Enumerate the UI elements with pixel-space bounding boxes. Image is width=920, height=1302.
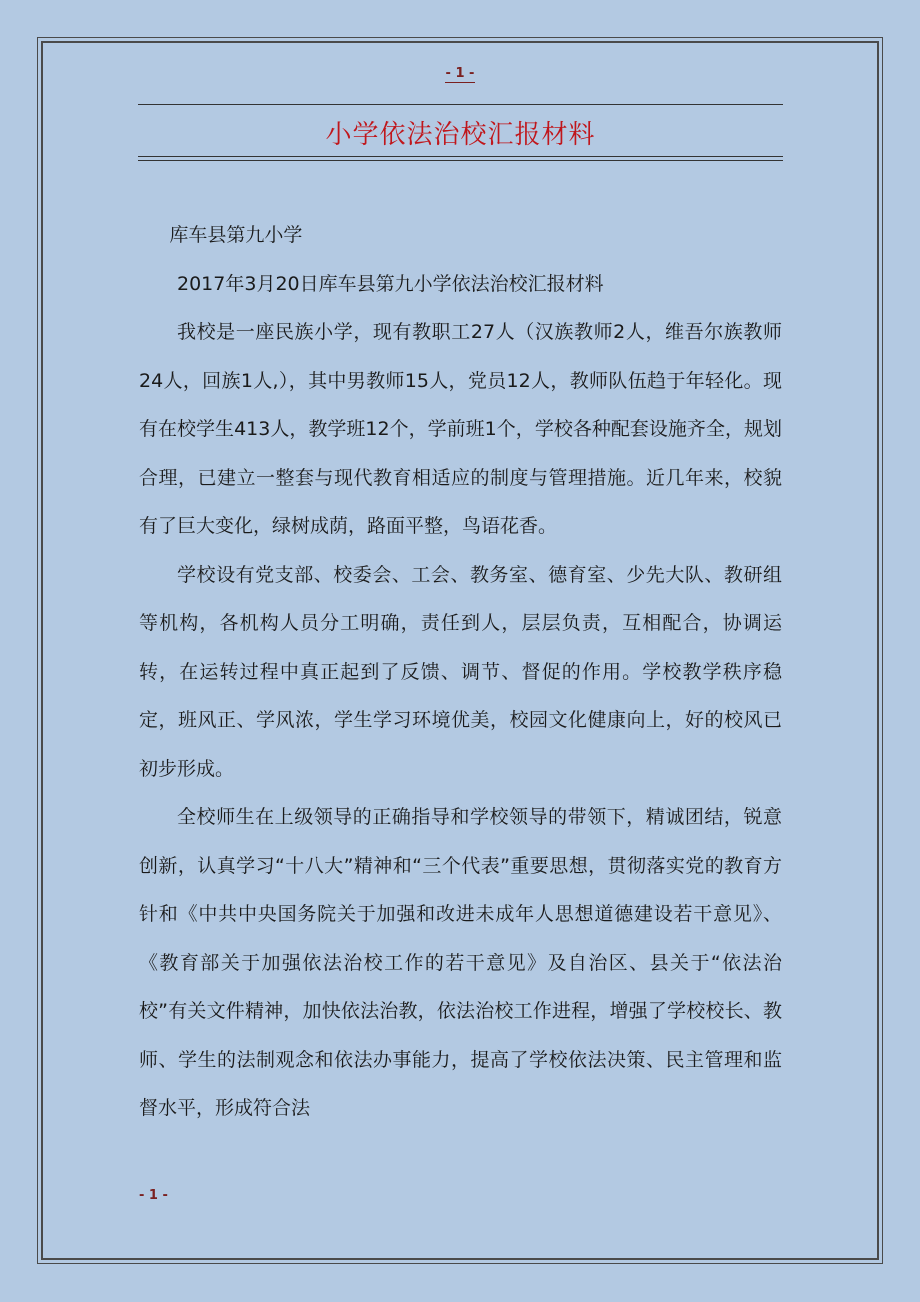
header-page-number: - 1 - (445, 66, 475, 81)
paragraph-organization: 学校设有党支部、校委会、工会、教务室、德育室、少先大队、教研组等机构，各机构人员分工明确，责任到人，层层负责，互相配合，协调运转，在运转过程中真正起到了反馈、调节、督促的作用。学校教学秩序稳定，班风正、学风浓，学生学习环境优美，校园文化健康向上，好的校风已初步形成。 (139, 563, 782, 780)
document-title: 小学依法治校汇报材料 (325, 120, 596, 150)
document-body (139, 211, 782, 1133)
footer-page-number: - 1 - (139, 1188, 168, 1203)
paragraph-date-title: 2017年3月20日库车县第九小学依法治校汇报材料 (177, 272, 604, 295)
title-rule-top (138, 104, 783, 105)
paragraph-school-overview: 我校是一座民族小学，现有教职工27人（汉族教师2人，维吾尔族教师24人，回族1人,），其中男教师15人，党员12人，教师队伍趋于年轻化。现有在校学生413人，教学班12个，学前班1个，学校各种配套设施齐全，规划合理，已建立一整套与现代教育相适应的制度与管理措施。近几年来，校貌有了巨大变化，绿树成荫，路面平整，鸟语花香。 (139, 321, 782, 537)
title-rule-bottom-double (138, 160, 783, 161)
title-rule-bottom (138, 156, 783, 157)
school-name: 库车县第九小学 (169, 224, 303, 246)
paragraph-rule-of-law: 全校师生在上级领导的正确指导和学校领导的带领下，精诚团结，锐意创新，认真学习“十八大”精神和“三个代表”重要思想，贯彻落实党的教育方针和《中共中央国务院关于加强和改进未成年人思想道德建设若干意见》、《教育部关于加强依法治校工作的若干意见》及自治区、县关于“依法治校”有关文件精神，加快依法治教，依法治校工作进程，增强了学校校长、教师、学生的法制观念和依法办事能力，提高了学校依法决策、民主管理和监督水平，形成符合法 (139, 806, 782, 1119)
